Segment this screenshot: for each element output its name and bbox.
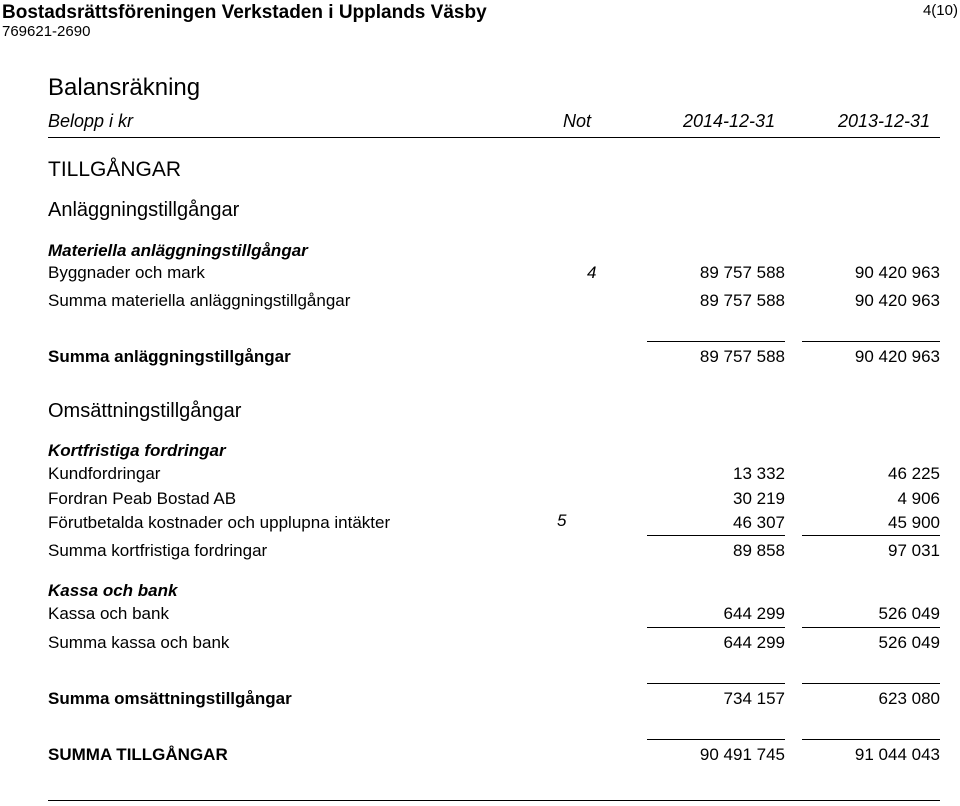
- row-customer-receivables-2013: 46 225: [888, 464, 940, 483]
- column-header-note: Not: [563, 111, 592, 131]
- row-prepaid-note: 5: [557, 511, 567, 530]
- row-sum-tangible-2014: 89 757 588: [699, 291, 785, 310]
- row-sum-cash-label: Summa kassa och bank: [48, 633, 230, 652]
- row-peab-receivable-2013: 4 906: [897, 489, 940, 508]
- row-buildings-2013: 90 420 963: [854, 263, 940, 282]
- row-sum-current-2014: 734 157: [723, 689, 785, 708]
- row-cash-label: Kassa och bank: [48, 604, 169, 623]
- row-sum-current-2013: 623 080: [878, 689, 940, 708]
- subsection-cash: Kassa och bank: [48, 581, 178, 600]
- column-header-2013: 2013-12-31: [838, 111, 931, 131]
- row-sum-receivables-label: Summa kortfristiga fordringar: [48, 541, 268, 560]
- row-customer-receivables-label: Kundfordringar: [48, 464, 161, 483]
- row-sum-cash-2014: 644 299: [723, 633, 785, 652]
- row-sum-fixed-2014: 89 757 588: [699, 347, 785, 366]
- row-sum-fixed-label: Summa anläggningstillgångar: [48, 347, 291, 366]
- sum-rule: [802, 341, 940, 342]
- row-customer-receivables-2014: 13 332: [733, 464, 785, 483]
- row-prepaid-2014: 46 307: [733, 513, 785, 532]
- row-sum-receivables-2014: 89 858: [733, 541, 785, 560]
- organization-name: Bostadsrättsföreningen Verkstaden i Upplands Väsby: [2, 2, 487, 23]
- section-fixed-assets: Anläggningstillgångar: [48, 199, 240, 221]
- page-number: 4(10): [922, 2, 958, 19]
- row-sum-receivables-2013: 97 031: [888, 541, 940, 560]
- section-assets: TILLGÅNGAR: [48, 158, 182, 181]
- sum-rule: [802, 535, 940, 536]
- page-title: Balansräkning: [48, 74, 201, 101]
- sum-rule: [647, 683, 785, 684]
- column-header-2014: 2014-12-31: [683, 111, 776, 131]
- row-cash-2013: 526 049: [878, 604, 940, 623]
- sum-rule: [802, 627, 940, 628]
- row-buildings-label: Byggnader och mark: [48, 263, 205, 282]
- row-total-assets-2013: 91 044 043: [854, 745, 940, 764]
- row-cash-2014: 644 299: [723, 604, 785, 623]
- sum-rule: [802, 683, 940, 684]
- sum-rule: [647, 535, 785, 536]
- section-current-assets: Omsättningstillgångar: [48, 400, 242, 422]
- organization-number: 769621-2690: [2, 23, 91, 40]
- sum-rule: [647, 341, 785, 342]
- footer-rule: [48, 800, 940, 801]
- row-peab-receivable-label: Fordran Peab Bostad AB: [48, 489, 237, 508]
- row-buildings-note: 4: [587, 263, 597, 282]
- subsection-receivables: Kortfristiga fordringar: [48, 441, 226, 460]
- column-header-amount: Belopp i kr: [48, 111, 134, 131]
- row-total-assets-label: SUMMA TILLGÅNGAR: [48, 745, 228, 764]
- row-sum-current-label: Summa omsättningstillgångar: [48, 689, 292, 708]
- row-buildings-2014: 89 757 588: [699, 263, 785, 282]
- row-prepaid-2013: 45 900: [888, 513, 940, 532]
- row-peab-receivable-2014: 30 219: [733, 489, 785, 508]
- row-sum-fixed-2013: 90 420 963: [854, 347, 940, 366]
- sum-rule: [647, 739, 785, 740]
- header-rule: [48, 137, 940, 138]
- row-sum-cash-2013: 526 049: [878, 633, 940, 652]
- row-sum-tangible-label: Summa materiella anläggningstillgångar: [48, 291, 351, 310]
- subsection-tangible: Materiella anläggningstillgångar: [48, 241, 308, 260]
- sum-rule: [647, 627, 785, 628]
- row-prepaid-label: Förutbetalda kostnader och upplupna intäkter: [48, 513, 391, 532]
- row-sum-tangible-2013: 90 420 963: [854, 291, 940, 310]
- row-total-assets-2014: 90 491 745: [699, 745, 785, 764]
- sum-rule: [802, 739, 940, 740]
